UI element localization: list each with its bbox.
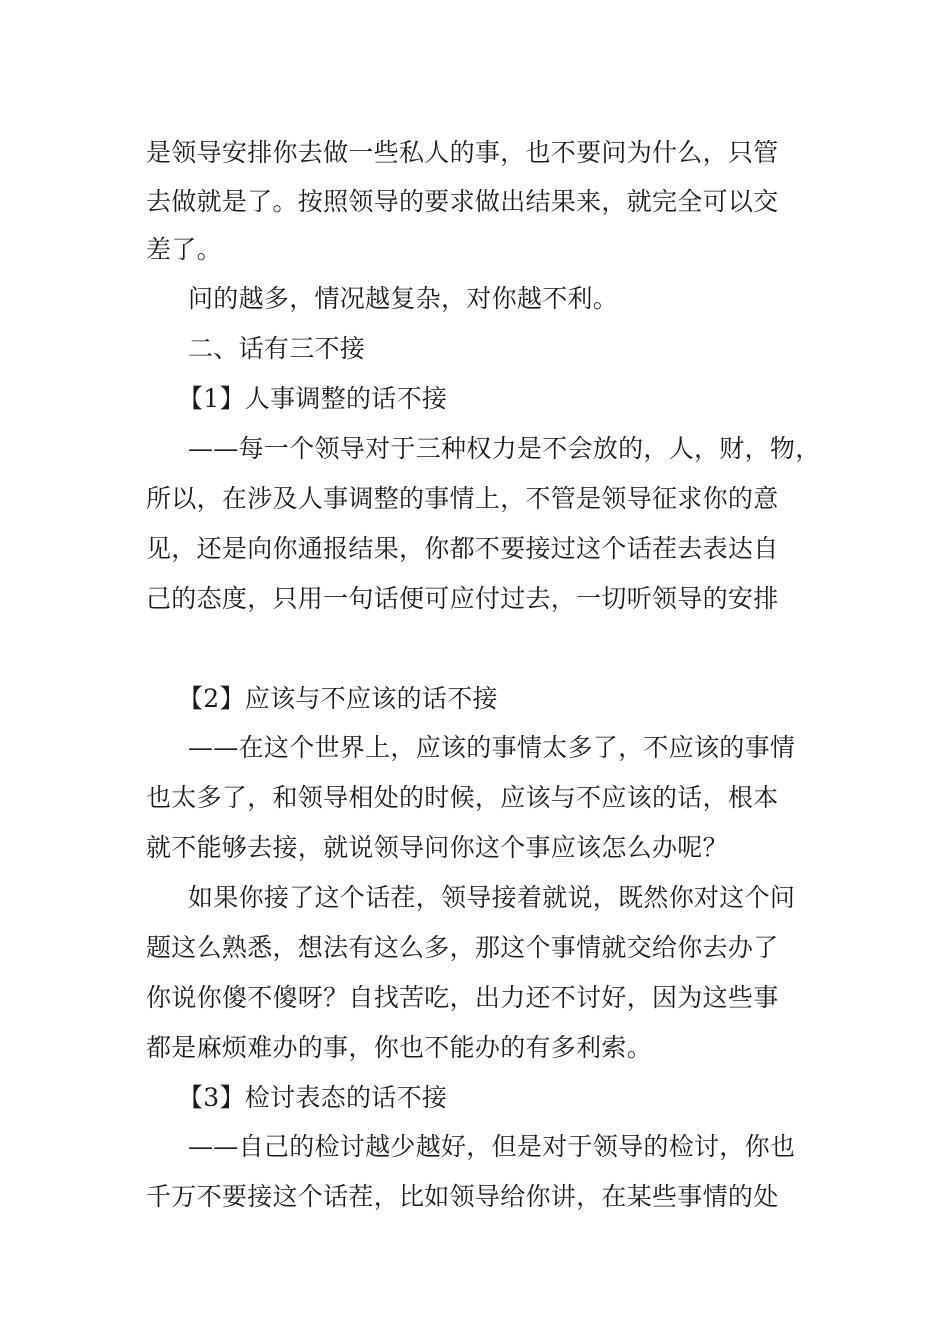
text-line: 去做就是了。按照领导的要求做出结果来，就完全可以交	[146, 187, 779, 216]
section-heading: 二、话有三不接	[188, 334, 366, 363]
text-line: 所以，在涉及人事调整的事情上，不管是领导征求你的意	[146, 484, 779, 513]
text-line: ——每一个领导对于三种权力是不会放的，人，财，物，	[188, 434, 821, 463]
text-line: 如果你接了这个话茬，领导接着就说，既然你对这个问	[188, 883, 796, 912]
text-line: 是领导安排你去做一些私人的事，也不要问为什么，只管	[146, 138, 779, 167]
text-line: 差了。	[146, 235, 222, 264]
text-line: 己的态度，只用一句话便可应付过去，一切听领导的安排	[146, 584, 779, 613]
text-line: 问的越多，情况越复杂，对你越不利。	[188, 284, 619, 313]
text-line: 千万不要接这个话茬，比如领导给你讲，在某些事情的处	[146, 1182, 779, 1211]
text-line: 也太多了，和领导相处的时候，应该与不应该的话，根本	[146, 783, 779, 812]
text-line: ——自己的检讨越少越好，但是对于领导的检讨，你也	[188, 1132, 796, 1161]
subsection-heading: 【2】应该与不应该的话不接	[178, 684, 498, 713]
text-line: 题这么熟悉，想法有这么多，那这个事情就交给你去办了	[146, 933, 779, 962]
subsection-heading: 【3】检讨表态的话不接	[178, 1083, 448, 1112]
text-line: 你说你傻不傻呀？自找苦吃，出力还不讨好，因为这些事	[146, 983, 779, 1012]
text-line: 都是麻烦难办的事，你也不能办的有多利索。	[146, 1033, 653, 1062]
text-line: ——在这个世界上，应该的事情太多了，不应该的事情	[188, 733, 796, 762]
subsection-heading: 【1】人事调整的话不接	[178, 384, 448, 413]
text-line: 就不能够去接，就说领导问你这个事应该怎么办呢？	[146, 833, 728, 862]
text-line: 见，还是向你通报结果，你都不要接过这个话茬去表达自	[146, 534, 779, 563]
